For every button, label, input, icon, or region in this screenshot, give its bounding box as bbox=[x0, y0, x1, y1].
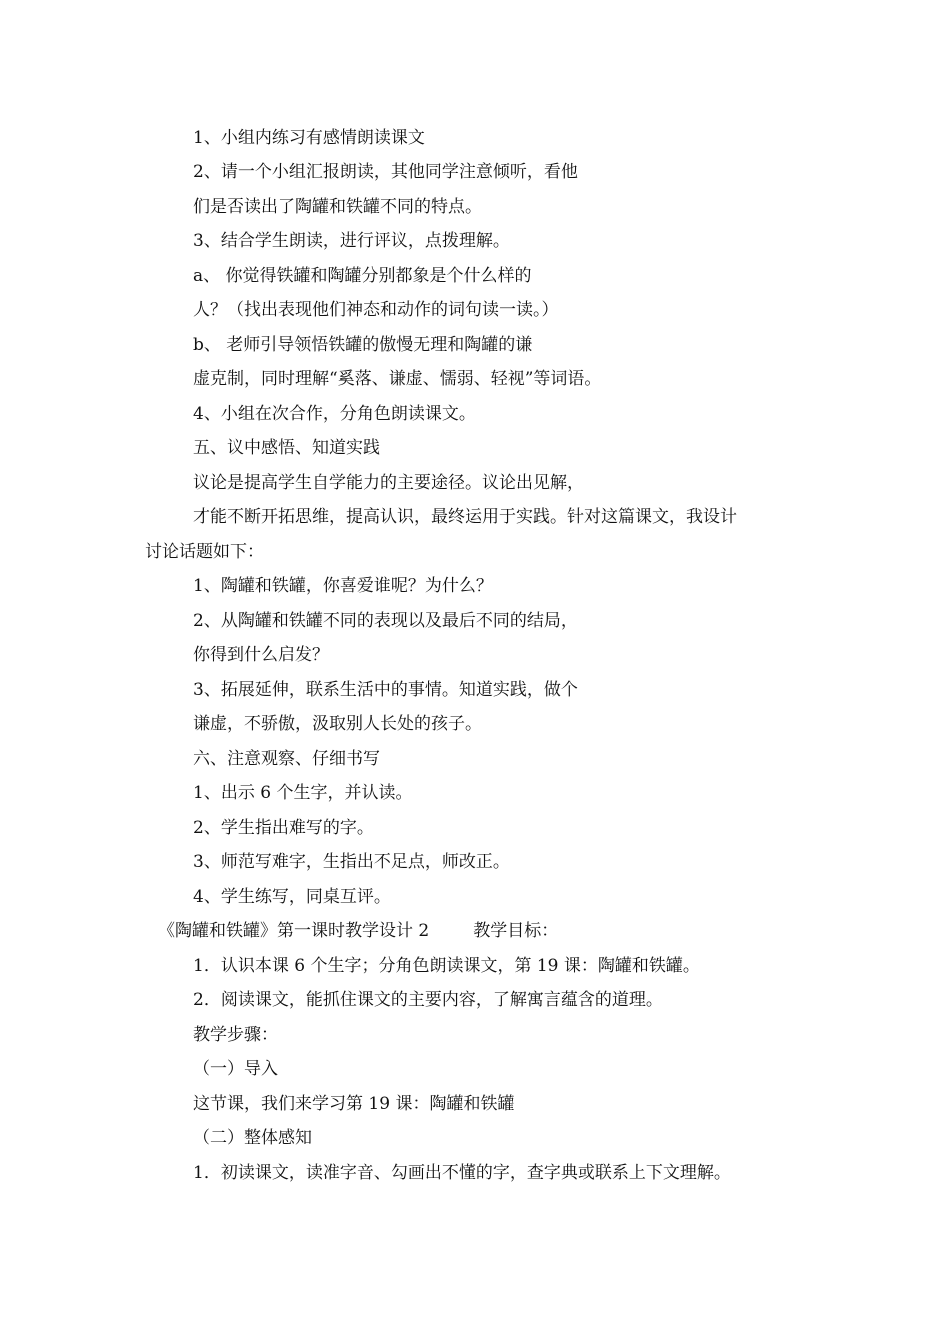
text-line: 1、陶罐和铁罐，你喜爱谁呢？为什么？ bbox=[193, 576, 493, 596]
text-line: 3、结合学生朗读，进行评议，点拨理解。 bbox=[193, 231, 510, 251]
text-line: 你得到什么启发？ bbox=[193, 645, 329, 665]
section-heading: （二）整体感知 bbox=[193, 1128, 312, 1148]
text-line: 1、出示 6 个生字，并认读。 bbox=[193, 783, 413, 803]
text-line: 人？（找出表现他们神态和动作的词句读一读。） bbox=[193, 300, 559, 320]
text-line: 1．初读课文，读准字音、勾画出不懂的字，查字典或联系上下文理解。 bbox=[193, 1163, 731, 1183]
text-line: 这节课，我们来学习第 19 课：陶罐和铁罐 bbox=[193, 1094, 515, 1114]
text-line: 3、拓展延伸，联系生活中的事情。知道实践，做个 bbox=[193, 680, 578, 700]
text-line: a、 你觉得铁罐和陶罐分别都象是个什么样的 bbox=[193, 266, 532, 286]
text-line: b、 老师引导领悟铁罐的傲慢无理和陶罐的谦 bbox=[193, 335, 533, 355]
lesson-goal-label: 教学目标： bbox=[473, 921, 559, 941]
text-line: 讨论话题如下： bbox=[145, 542, 264, 562]
text-line: 1．认识本课 6 个生字；分角色朗读课文，第 19 课：陶罐和铁罐。 bbox=[193, 956, 700, 976]
section-heading: （一）导入 bbox=[193, 1059, 278, 1079]
text-line: 2、学生指出难写的字。 bbox=[193, 818, 374, 838]
text-line: 2、从陶罐和铁罐不同的表现以及最后不同的结局， bbox=[193, 611, 578, 631]
lesson-title: 《陶罐和铁罐》第一课时教学设计 2 bbox=[158, 921, 430, 941]
text-line: 才能不断开拓思维，提高认识，最终运用于实践。针对这篇课文，我设计 bbox=[193, 507, 737, 527]
section-heading: 五、议中感悟、知道实践 bbox=[193, 438, 380, 458]
text-line: 4、小组在次合作，分角色朗读课文。 bbox=[193, 404, 476, 424]
text-line: 谦虚，不骄傲，汲取别人长处的孩子。 bbox=[193, 714, 482, 734]
text-line: 们是否读出了陶罐和铁罐不同的特点。 bbox=[193, 197, 482, 217]
text-line: 教学步骤： bbox=[193, 1025, 278, 1045]
text-line: 虚克制，同时理解“奚落、谦虚、懦弱、轻视”等词语。 bbox=[193, 369, 602, 389]
lesson-heading bbox=[158, 920, 558, 942]
section-heading: 六、注意观察、仔细书写 bbox=[193, 749, 380, 769]
text-line: 议论是提高学生自学能力的主要途径。议论出见解， bbox=[193, 473, 584, 493]
text-line: 2．阅读课文，能抓住课文的主要内容，了解寓言蕴含的道理。 bbox=[193, 990, 663, 1010]
text-line: 2、请一个小组汇报朗读，其他同学注意倾听，看他 bbox=[193, 162, 578, 182]
text-line: 4、学生练写，同桌互评。 bbox=[193, 887, 391, 907]
text-line: 1、小组内练习有感情朗读课文 bbox=[193, 128, 425, 148]
text-line: 3、师范写难字，生指出不足点，师改正。 bbox=[193, 852, 510, 872]
